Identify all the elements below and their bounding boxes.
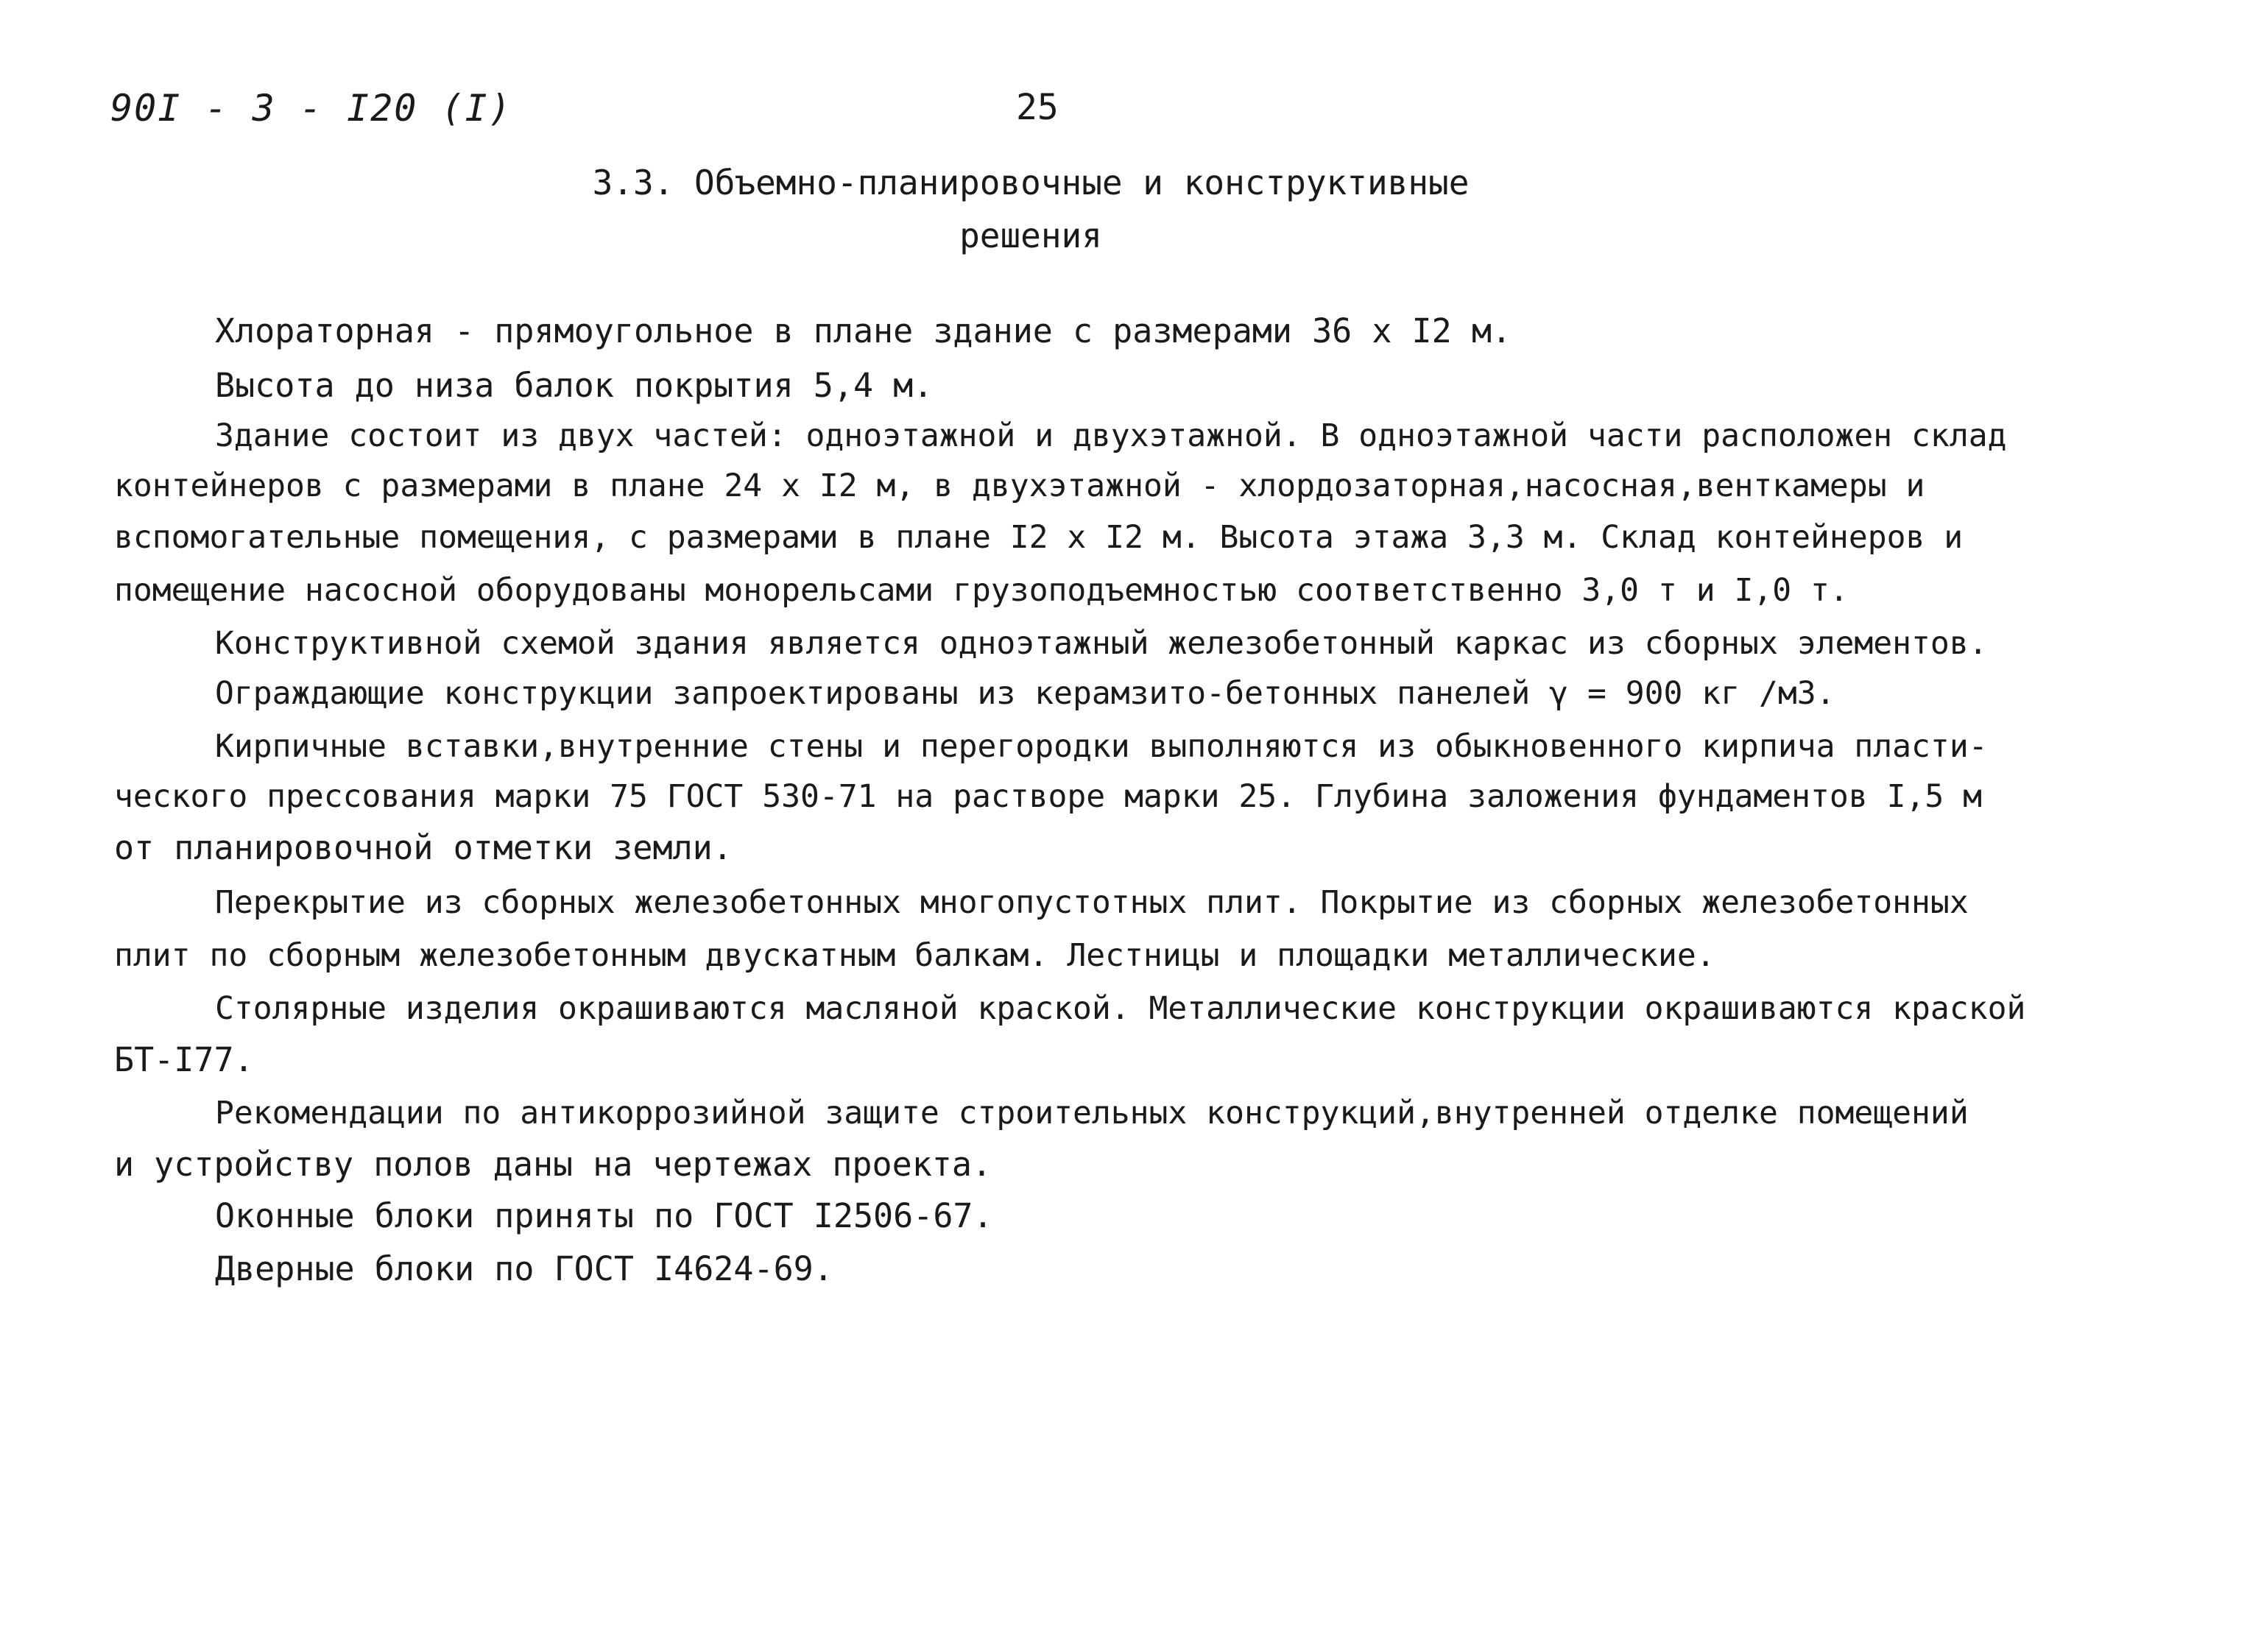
text-line: контейнеров с размерами в плане 24 х I2 м, в двухэтажной - хлордозаторная,насосная,венткамеры и xyxy=(114,467,1925,504)
text-line: Ограждающие конструкции запроектированы из керамзито-бетонных панелей γ = 900 кг /м3. xyxy=(215,675,1835,712)
text-line: Конструктивной схемой здания является одноэтажный железобетонный каркас из сборных элементов. xyxy=(215,625,1988,662)
text-line: Высота до низа балок покрытия 5,4 м. xyxy=(215,366,934,405)
document-code: 90I - 3 - I20 (I) xyxy=(110,87,512,130)
text-line: вспомогательные помещения, с размерами в плане I2 х I2 м. Высота этажа 3,3 м. Склад контейнеров и xyxy=(114,519,1964,556)
text-line: ческого прессования марки 75 ГОСТ 530-71 на растворе марки 25. Глубина заложения фундаментов I,5 м xyxy=(114,778,1983,815)
section-title-line-2: решения xyxy=(959,216,1102,255)
text-line: помещение насосной оборудованы монорельсами грузоподъемностью соответственно 3,0 т и I,0 т. xyxy=(114,572,1849,609)
text-line: Оконные блоки приняты по ГОСТ I2506-67. xyxy=(215,1196,993,1235)
text-line: Рекомендации по антикоррозийной защите строительных конструкций,внутренней отделке помещений xyxy=(215,1095,1969,1132)
text-line: плит по сборным железобетонным двускатным балкам. Лестницы и площадки металлические. xyxy=(114,937,1715,974)
text-line: БТ-I77. xyxy=(114,1040,254,1079)
text-line: Хлораторная - прямоугольное в плане здание с размерами 36 х I2 м. xyxy=(215,311,1512,350)
text-line: Здание состоит из двух частей: одноэтажной и двухэтажной. В одноэтажной части расположен склад xyxy=(215,417,2007,454)
text-line: Кирпичные вставки,внутренние стены и перегородки выполняются из обыкновенного кирпича пласти- xyxy=(215,728,1988,765)
text-line: Дверные блоки по ГОСТ I4624-69. xyxy=(215,1249,833,1288)
page-number: 25 xyxy=(1016,87,1059,128)
text-line: Столярные изделия окрашиваются масляной краской. Металлические конструкции окрашиваются краской xyxy=(215,990,2026,1027)
text-line: Перекрытие из сборных железобетонных многопустотных плит. Покрытие из сборных железобетонных xyxy=(215,884,1969,921)
text-line: от планировочной отметки земли. xyxy=(114,828,733,867)
text-line: и устройству полов даны на чертежах проекта. xyxy=(114,1145,992,1184)
section-title-line-1: 3.3. Объемно-планировочные и конструктивные xyxy=(592,163,1470,202)
